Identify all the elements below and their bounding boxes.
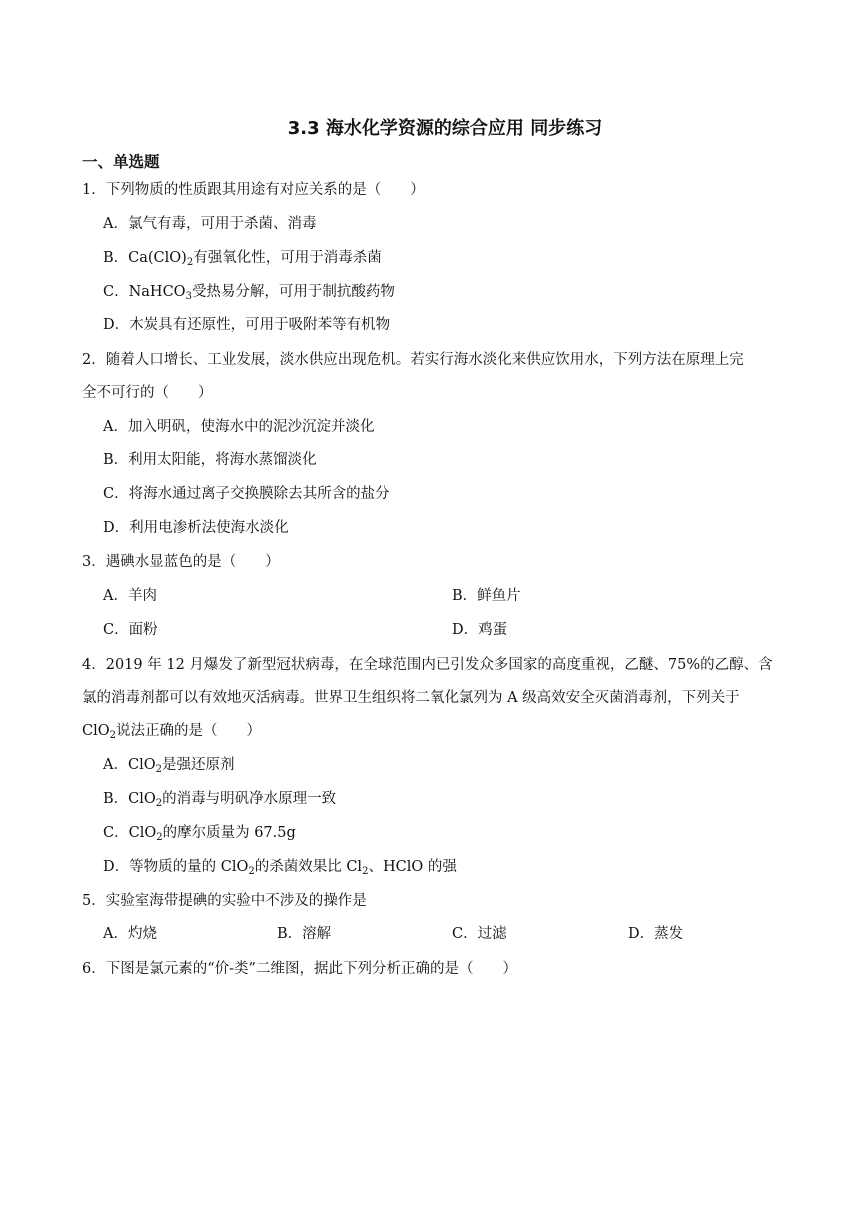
question-4-option-b: B．ClO$_2$的消毒与明矾净水原理一致: [103, 791, 337, 809]
question-5-option-b: B．溶解: [277, 926, 332, 942]
question-2-option-b: B．利用太阳能，将海水蒸馏淡化: [103, 452, 317, 468]
question-4-stem-line-1: 4．2019 年 12 月爆发了新型冠状病毒，在全球范围内已引发众多国家的高度重视，乙醚、75%的乙醇、含: [82, 657, 773, 673]
question-6-stem: 6．下图是氯元素的“价-类”二维图，据此下列分析正确的是（ ）: [82, 961, 517, 977]
question-4-option-a: A．ClO$_2$是强还原剂: [103, 757, 235, 775]
question-4-option-d: D．等物质的量的 ClO$_2$的杀菌效果比 $Cl_2$、HClO 的强: [103, 859, 457, 877]
question-3-option-a: A．羊肉: [103, 588, 157, 604]
question-3-option-c: C．面粉: [103, 622, 158, 638]
question-1-option-b: B．$Ca(ClO)_2$有强氧化性，可用于消毒杀菌: [103, 250, 382, 268]
question-5-option-a: A．灼烧: [103, 926, 157, 942]
question-1-option-d: D．木炭具有还原性，可用于吸附苯等有机物: [103, 317, 391, 333]
question-5-option-c: C．过滤: [452, 926, 507, 942]
question-3-stem: 3．遇碘水显蓝色的是（ ）: [82, 554, 280, 570]
question-1-option-c: C．NaHCO$_3$受热易分解，可用于制抗酸药物: [103, 284, 395, 302]
question-4-stem-line-3: ClO$_2$说法正确的是（ ）: [82, 723, 261, 741]
question-2-option-d: D．利用电渗析法使海水淡化: [103, 520, 289, 536]
question-2-stem-line-2: 全不可行的（ ）: [82, 385, 213, 401]
question-4-option-c: C．ClO$_2$的摩尔质量为 67.5g: [103, 825, 296, 843]
question-1-stem: 1．下列物质的性质跟其用途有对应关系的是（ ）: [82, 182, 425, 198]
question-3-option-b: B．鲜鱼片: [452, 588, 521, 604]
question-4-stem-line-2: 氯的消毒剂都可以有效地灭活病毒。世界卫生组织将二氧化氯列为 A 级高效安全灭菌消毒剂，下列关于: [82, 690, 740, 706]
question-2-option-a: A．加入明矾，使海水中的泥沙沉淀并淡化: [103, 419, 375, 435]
question-5-option-d: D．蒸发: [628, 926, 684, 942]
question-1-option-a: A．氯气有毒，可用于杀菌、消毒: [103, 216, 317, 232]
question-2-option-c: C．将海水通过离子交换膜除去其所含的盐分: [103, 486, 390, 502]
question-2-stem-line-1: 2．随着人口增长、工业发展，淡水供应出现危机。若实行海水淡化来供应饮用水，下列方法在原理上完: [82, 352, 744, 368]
section-heading: 一、单选题: [82, 153, 160, 171]
page-title: 3.3 海水化学资源的综合应用 同步练习: [287, 118, 603, 139]
question-3-option-d: D．鸡蛋: [452, 622, 508, 638]
question-5-stem: 5．实验室海带提碘的实验中不涉及的操作是: [82, 893, 367, 909]
